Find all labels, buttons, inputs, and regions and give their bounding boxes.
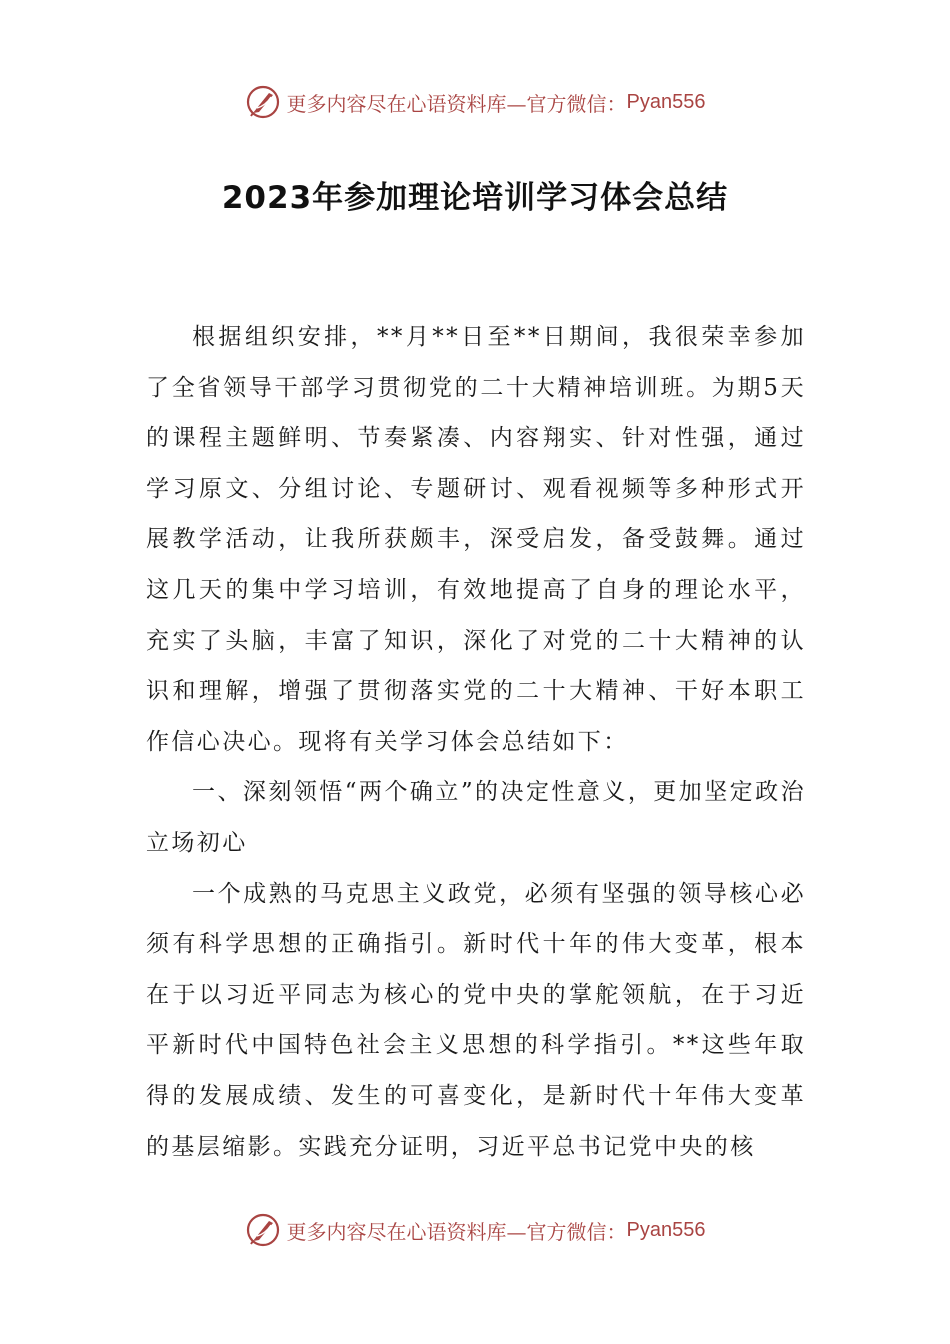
document-title: 2023年参加理论培训学习体会总结 [221,180,729,216]
footer-banner-text: 更多内容尽在心语资料库—官方微信： [286,1219,627,1244]
section-heading-one: 一、深刻领悟“两个确立”的决定性意义，更加坚定政治立场初心 [146,779,806,856]
header-banner-text: 更多内容尽在心语资料库—官方微信： [286,91,627,116]
header-watermark-banner [0,82,950,122]
footer-banner-id: Pyan556 [626,1218,706,1241]
paragraph-section-one: 一个成熟的马克思主义政党，必须有坚强的领导核心必须有科学思想的正确指引。新时代十年的伟大变革，根本在于以习近平同志为核心的党中央的掌舵领航，在于习近平新时代中国特色社会主义思想的科学指引。**这些年取得的发展成绩、发生的可喜变化，是新时代十年伟大变革的基层缩影。实践充分证明，习近平总书记党中央的核 [146,880,806,1160]
quill-pen-logo-icon [245,1212,281,1248]
paragraph-intro: 根据组织安排，**月**日至**日期间，我很荣幸参加了全省领导干部学习贯彻党的二十大精神培训班。为期5天的课程主题鲜明、节奏紧凑、内容翔实、针对性强，通过学习原文、分组讨论、专题研讨、观看视频等多种形式开展教学活动，让我所获颇丰，深受启发，备受鼓舞。通过这几天的集中学习培训，有效地提高了自身的理论水平，充实了头脑，丰富了知识，深化了对党的二十大精神的认识和理解，增强了贯彻落实党的二十大精神、干好本职工作信心决心。现将有关学习体会总结如下： [146,324,806,755]
header-banner-id: Pyan556 [626,90,706,113]
quill-pen-logo-icon [245,84,281,120]
footer-watermark-banner [0,1210,950,1250]
document-body [146,312,806,1172]
